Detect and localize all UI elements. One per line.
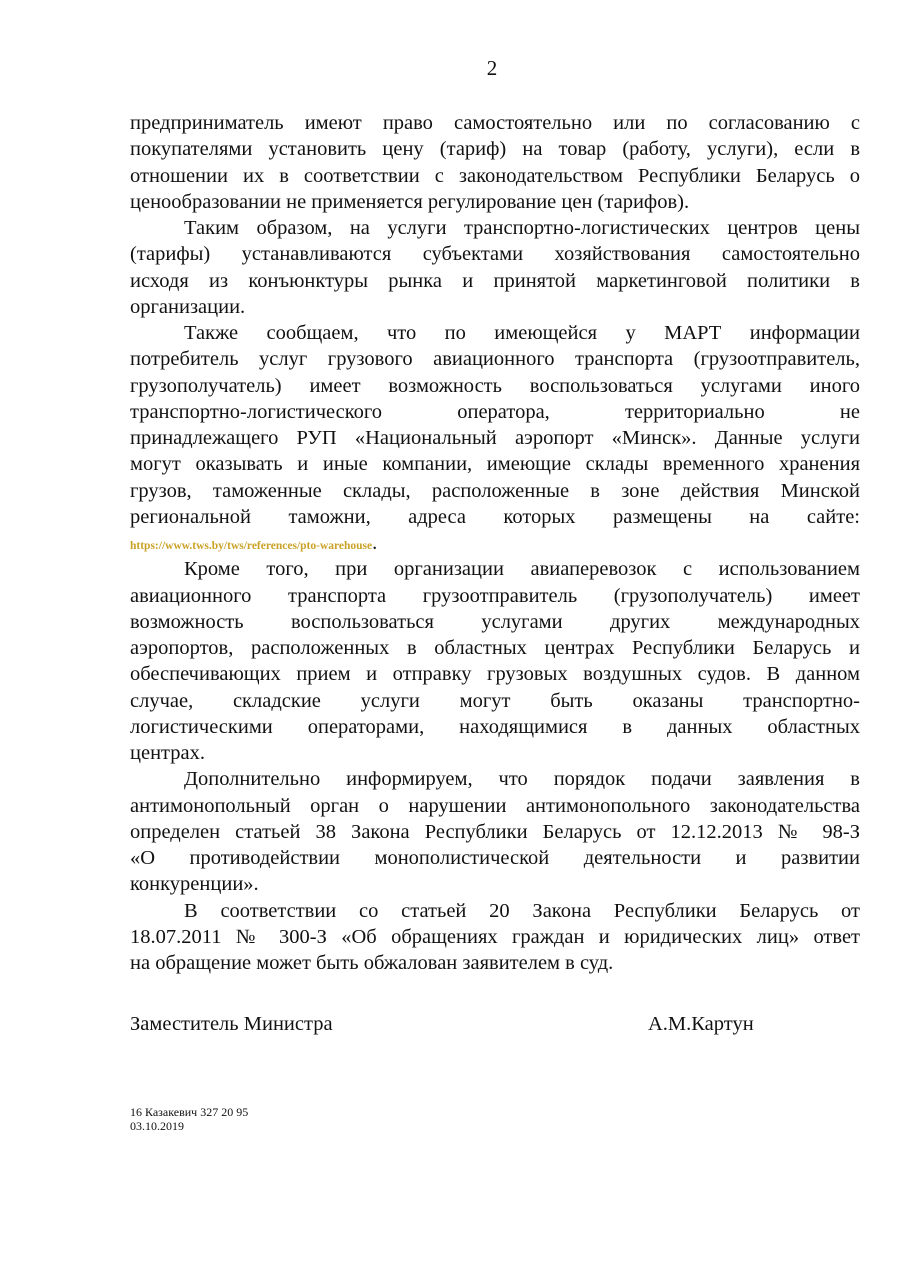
text-line: региональной таможни, адреса которых размещены на сайте: — [130, 505, 860, 528]
text-line: В соответствии со статьей 20 Закона Республики Беларусь от — [184, 899, 860, 922]
text-line: на обращение может быть обжалован заявителем в суд. — [130, 952, 614, 974]
text-line: потребитель услуг грузового авиационного транспорта (грузоотправитель, — [130, 348, 860, 371]
page-number: 2 — [486, 56, 498, 80]
text-line: ценообразовании не применяется регулирование цен (тарифов). — [130, 190, 690, 213]
text-line: Кроме того, при организации авиаперевозок с использованием — [184, 558, 860, 581]
text-line: (тарифы) устанавливаются субъектами хозяйствования самостоятельно — [130, 243, 860, 266]
text-line: покупателями установить цену (тариф) на товар (работу, услуги), если в — [130, 138, 860, 161]
text-line: возможность воспользоваться услугами других международных — [130, 610, 860, 633]
text-line: 18.07.2011 № 300-З «Об обращениях граждан и юридических лиц» ответ — [130, 925, 860, 948]
text-line: конкуренции». — [130, 873, 259, 896]
text-line: принадлежащего РУП «Национальный аэропорт «Минск». Данные услуги — [130, 427, 860, 449]
paragraph — [130, 556, 860, 766]
text-line: грузополучатель) имеет возможность воспользоваться услугами иного — [130, 374, 860, 397]
text-line: центрах. — [130, 742, 205, 764]
text-line: Таким образом, на услуги транспортно-логистических центров цены — [184, 217, 860, 239]
text-line: Дополнительно информируем, что порядок подачи заявления в — [184, 768, 860, 791]
text-line: отношении их в соответствии с законодательством Республики Беларусь о — [130, 164, 860, 187]
warehouse-link[interactable]: https://www.tws.by/tws/references/pto-warehouse — [130, 540, 373, 552]
paragraph — [130, 898, 860, 977]
text-line: определен статьей 38 Закона Республики Беларусь от 12.12.2013 № 98-З — [130, 820, 860, 843]
paragraph — [130, 110, 860, 215]
letter-body — [130, 110, 860, 976]
text-line: транспортно-логистического оператора, территориально не — [130, 400, 860, 423]
paragraph — [130, 215, 860, 320]
text-line: логистическими операторами, находящимися в данных областных — [130, 715, 860, 738]
text-line: Также сообщаем, что по имеющейся у МАРТ информации — [184, 322, 860, 344]
paragraph — [130, 320, 860, 556]
text-line: случае, складские услуги могут быть оказаны транспортно- — [130, 689, 860, 712]
text-line: исходя из конъюнктуры рынка и принятой маркетинговой политики в — [130, 269, 860, 292]
executor-line: 16 Казакевич 327 20 95 — [130, 1105, 249, 1119]
footer-executor-info — [130, 1105, 248, 1133]
text-line: организации. — [130, 295, 246, 318]
link-line — [130, 530, 860, 556]
text-line: «О противодействии монополистической деятельности и развитии — [130, 847, 860, 869]
text-line: грузов, таможенные склады, расположенные в зоне действия Минской — [130, 479, 860, 502]
link-suffix: . — [372, 532, 378, 554]
text-line: обеспечивающих прием и отправку грузовых воздушных судов. В данном — [130, 663, 860, 686]
paragraph — [130, 766, 860, 897]
text-line: могут оказывать и иные компании, имеющие склады временного хранения — [130, 453, 860, 476]
text-line: аэропортов, расположенных в областных центрах Республики Беларусь и — [130, 637, 860, 659]
signatory-name: А.М.Картун — [648, 1013, 754, 1035]
text-line: антимонопольный орган о нарушении антимонопольного законодательства — [130, 794, 860, 817]
date-line: 03.10.2019 — [130, 1119, 184, 1133]
text-line: авиационного транспорта грузоотправитель (грузополучатель) имеет — [130, 584, 860, 607]
signatory-position: Заместитель Министра — [130, 1013, 333, 1035]
text-line: предприниматель имеют право самостоятельно или по согласованию с — [130, 112, 860, 134]
